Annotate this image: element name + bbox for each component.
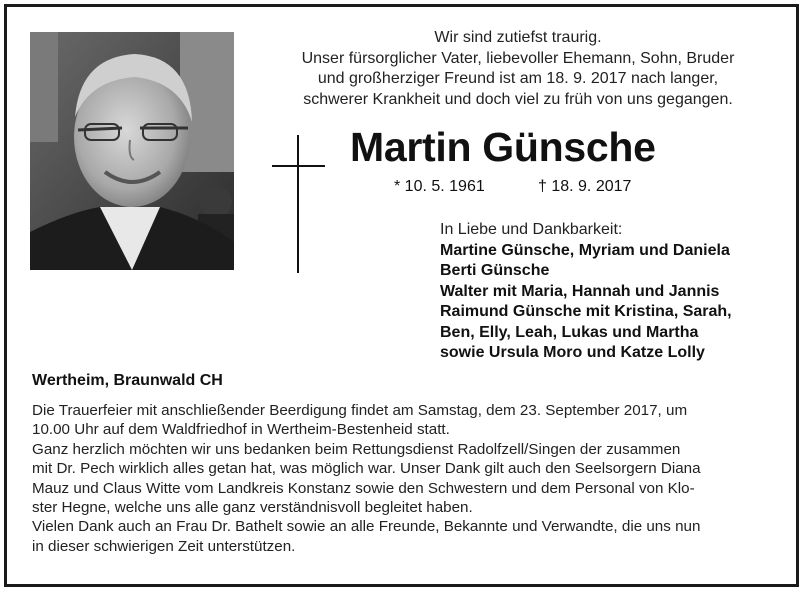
family-member: Berti Günsche bbox=[440, 262, 550, 279]
family-member: Ben, Elly, Leah, Lukas und Martha bbox=[440, 323, 699, 341]
family-member: Raimund Günsche mit Kristina, Sarah, bbox=[440, 303, 732, 320]
intro-text bbox=[268, 28, 768, 110]
deceased-name: Martin Günsche bbox=[350, 124, 656, 170]
family-list bbox=[440, 220, 732, 364]
cross-icon bbox=[272, 135, 325, 273]
family-member: sowie Ursula Moro und Katze Lolly bbox=[440, 344, 705, 361]
portrait-photo bbox=[30, 32, 234, 270]
intro-line: Unser fürsorglicher Vater, liebevoller Ehemann, Sohn, Bruder bbox=[301, 49, 735, 67]
body-line: mit Dr. Pech wirklich alles getan hat, was möglich war. Unser Dank gilt auch den Seelsorgern Diana bbox=[32, 460, 701, 478]
intro-line: Wir sind zutiefst traurig. bbox=[434, 29, 602, 46]
body-line: Die Trauerfeier mit anschließender Beerdigung findet am Samstag, dem 23. September 2017, um bbox=[32, 402, 688, 419]
intro-line: und großherziger Freund ist am 18. 9. 2017 nach langer, bbox=[317, 70, 719, 88]
birth-date: * 10. 5. 1961 bbox=[394, 178, 485, 195]
body-line: in dieser schwierigen Zeit unterstützen. bbox=[32, 537, 296, 555]
family-lead: In Liebe und Dankbarkeit: bbox=[440, 221, 623, 238]
family-member: Walter mit Maria, Hannah und Jannis bbox=[440, 282, 720, 300]
body-line: ster Hegne, welche uns alle ganz verständnisvoll begleitet haben. bbox=[32, 499, 473, 517]
body-line: Vielen Dank auch an Frau Dr. Bathelt sowie an alle Freunde, Bekannte und Verwandte, die uns nun bbox=[32, 518, 701, 536]
death-date: † 18. 9. 2017 bbox=[538, 178, 632, 195]
place-line: Wertheim, Braunwald CH bbox=[32, 372, 223, 389]
body-text bbox=[32, 401, 782, 556]
body-line: Mauz und Claus Witte vom Landkreis Konstanz sowie den Schwestern und dem Personal von Klo- bbox=[32, 479, 695, 497]
family-member: Martine Günsche, Myriam und Daniela bbox=[440, 241, 730, 259]
body-line: Ganz herzlich möchten wir uns bedanken beim Rettungsdienst Radolfzell/Singen der zusammen bbox=[32, 440, 681, 458]
body-line: 10.00 Uhr auf dem Waldfriedhof in Wertheim-Bestenheid statt. bbox=[32, 421, 450, 439]
intro-line: schwerer Krankheit und doch viel zu früh von uns gegangen. bbox=[303, 90, 733, 108]
